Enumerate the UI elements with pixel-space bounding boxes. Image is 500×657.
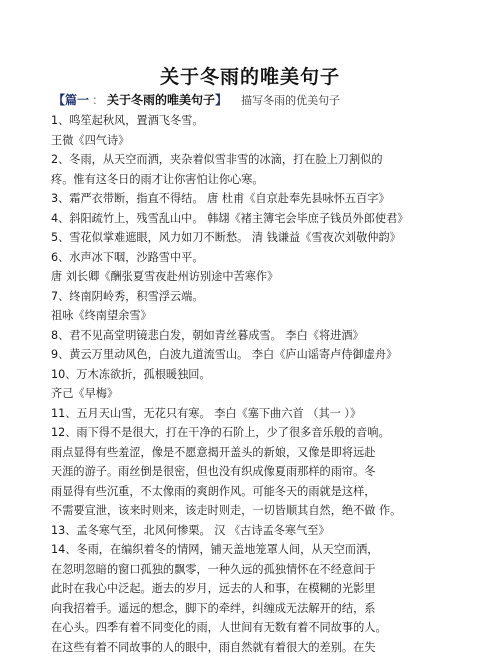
heading-description: 描写冬雨的优美句子 [241, 94, 340, 107]
text-line: 在这些有着不同故事的人的眼中，雨自然就有着很大的差别。在失 [51, 638, 481, 657]
text-line: 天涯的游子。雨丝倒是很密，但也没有织成像夏雨那样的雨帘。冬 [51, 462, 481, 482]
text-line: 雨点显得有些羞涩，像是不愿意揭开盖头的新娘，又像是即将远赴 [51, 443, 481, 463]
text-line: 此时在我心中泛起。逝去的岁月，远去的人和事，在模糊的光影里 [51, 579, 481, 599]
text-line: 2、冬雨，从天空而洒，夹杂着似雪非雪的冰滴，打在脸上刀割似的 [51, 150, 481, 170]
text-line: 在心头。四季有着不同变化的雨，人世间有无数有着不同故事的人。 [51, 618, 481, 638]
heading-open-bracket: 【 [53, 93, 65, 107]
text-line: 4、斜阳疏竹上，残雪乱山中。 韩翃《褚主簿宅会毕庶子钱员外郎使君》 [51, 209, 481, 229]
text-line: 3、霜严衣带断，指直不得结。 唐 杜甫《自京赴奉先县咏怀五百字》 [51, 189, 481, 209]
text-line: 5、雪花似掌难遮眼，风力如刀不断愁。 清 钱谦益《雪夜次刘敬仲韵》 [51, 228, 481, 248]
text-line: 7、终南阴岭秀，积雪浮云端。 [51, 287, 481, 307]
heading-part: 篇一 [65, 93, 89, 107]
text-line: 8、君不见高堂明镜悲白发，朝如青丝暮成雪。 李白《将进酒》 [51, 326, 481, 346]
text-line: 11、五月天山雪，无花只有寒。 李白《塞下曲六首 （其一 ）》 [51, 404, 481, 424]
text-line: 向我招着手。遥远的想念，脚下的牵绊，纠缠成无法解开的结，系 [51, 599, 481, 619]
text-line: 6、水声冰下咽，沙路雪中平。 [51, 248, 481, 268]
text-line: 10、万木冻欲折，孤根暖独回。 [51, 365, 481, 385]
text-line: 雨显得有些沉重，不太像雨的爽朗作风。可能冬天的雨就是这样， [51, 482, 481, 502]
heading-label: 关于冬雨的唯美句子 [107, 93, 215, 107]
article-body [51, 111, 481, 657]
text-line: 9、黄云万里动风色，白波九道流雪山。 李白《庐山谣寄卢侍御虚舟》 [51, 345, 481, 365]
heading-close-bracket: 】 [215, 93, 227, 107]
text-line: 唐 刘长卿《酬张夏雪夜赴州访别途中苦寒作》 [51, 267, 481, 287]
text-line: 1、鸣笙起秋风，置酒飞冬雪。 [51, 111, 481, 131]
text-line: 王微《四气诗》 [51, 131, 481, 151]
page-title: 关于冬雨的唯美句子 [0, 62, 500, 89]
text-line: 祖咏《终南望余雪》 [51, 306, 481, 326]
text-line: 14、冬雨，在编织着冬的情网，铺天盖地笼罩人间，从天空而洒， [51, 540, 481, 560]
text-line: 在忽明忽暗的窗口孤独的飘零，一种久远的孤独情怀在不经意间于 [51, 560, 481, 580]
text-line: 疼。惟有这冬日的雨才让你害怕让你心寒。 [51, 170, 481, 190]
text-line: 12、雨下得不是很大，打在干净的石阶上，少了很多音乐般的音响。 [51, 423, 481, 443]
section-heading [53, 91, 340, 108]
text-line: 不需要宣泄，该来时则来，该走时则走，一切皆顺其自然，绝不做 作。 [51, 501, 481, 521]
text-line: 13、孟冬寒气至，北风何惨栗。 汉 《古诗孟冬寒气至》 [51, 521, 481, 541]
heading-separator: ： [92, 93, 104, 107]
text-line: 齐己《早梅》 [51, 384, 481, 404]
